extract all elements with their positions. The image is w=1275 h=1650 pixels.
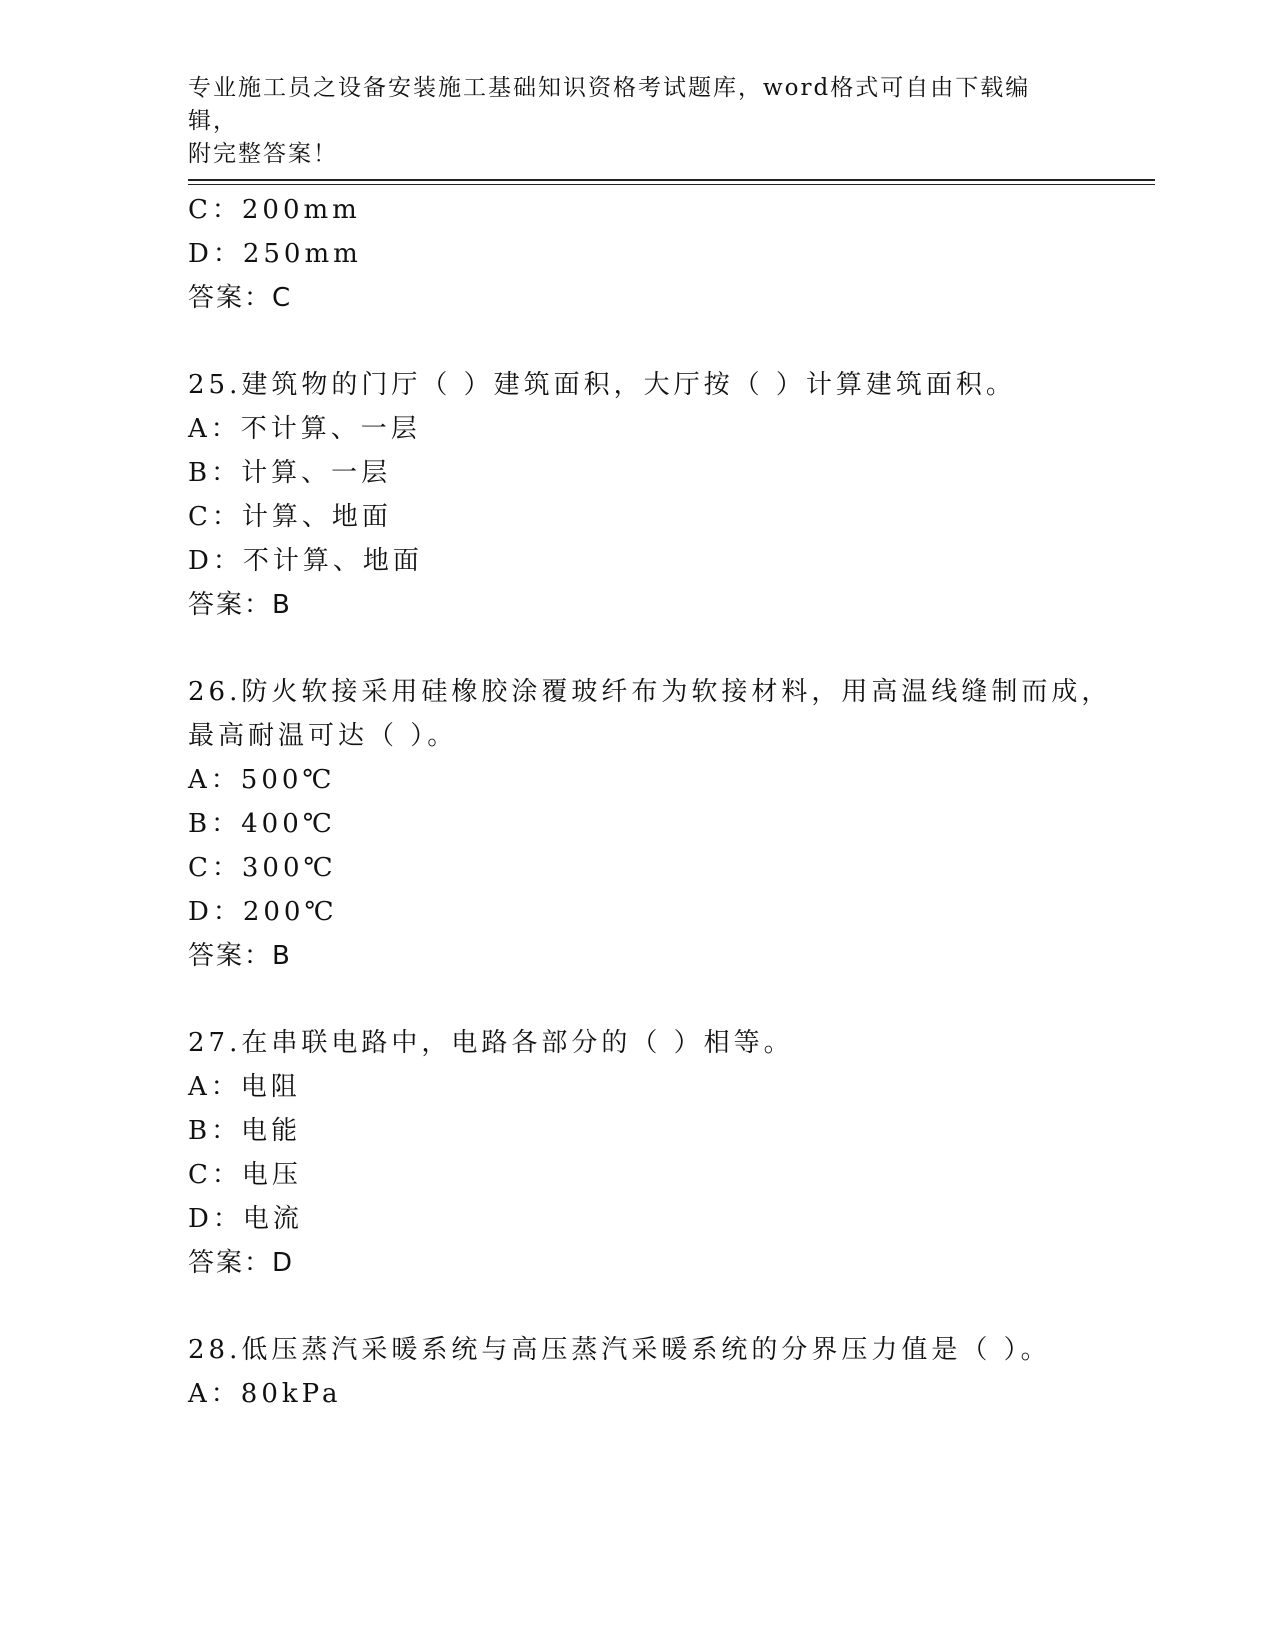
q26-option-b: B：400℃: [188, 809, 336, 839]
header-divider-thick: [188, 179, 1155, 181]
q28-stem: 28.低压蒸汽采暖系统与高压蒸汽采暖系统的分界压力值是（ ）。: [188, 1335, 1051, 1365]
q25-stem: 25.建筑物的门厅（ ）建筑面积，大厅按（ ）计算建筑面积。: [188, 370, 1016, 400]
q27-option-c: C：电压: [188, 1160, 302, 1190]
q25-option-a: A：不计算、一层: [188, 414, 421, 444]
header-line-2: 附完整答案！: [188, 141, 338, 167]
q25-answer: 答案：B: [188, 590, 292, 620]
q26-stem-line-1: 26.防火软接采用硅橡胶涂覆玻纤布为软接材料，用高温线缝制而成，: [188, 677, 1112, 707]
document-header: [188, 72, 1068, 171]
q24-answer: 答案：C: [188, 283, 293, 313]
header-line-1: 专业施工员之设备安装施工基础知识资格考试题库，word格式可自由下载编辑，: [188, 75, 1031, 134]
q25-option-d: D：不计算、地面: [188, 546, 423, 576]
q27-option-b: B：电能: [188, 1116, 302, 1146]
q25-option-c: C：计算、地面: [188, 502, 392, 532]
q27-stem: 27.在串联电路中，电路各部分的（ ）相等。: [188, 1028, 794, 1058]
q24-option-d: D：250mm: [188, 239, 362, 269]
q26-option-c: C：300℃: [188, 853, 337, 883]
q24-option-c: C：200mm: [188, 195, 361, 225]
q28-option-a: A：80kPa: [188, 1379, 342, 1409]
q26-stem-line-2: 最高耐温可达（ ）。: [188, 721, 458, 751]
q26-option-a: A：500℃: [188, 765, 336, 795]
q27-option-d: D：电流: [188, 1204, 303, 1234]
q25-option-b: B：计算、一层: [188, 458, 392, 488]
q27-answer: 答案：D: [188, 1248, 295, 1278]
q26-option-d: D：200℃: [188, 897, 338, 927]
q27-option-a: A：电阻: [188, 1072, 301, 1102]
q26-answer: 答案：B: [188, 941, 292, 971]
header-divider-thin: [188, 184, 1155, 185]
